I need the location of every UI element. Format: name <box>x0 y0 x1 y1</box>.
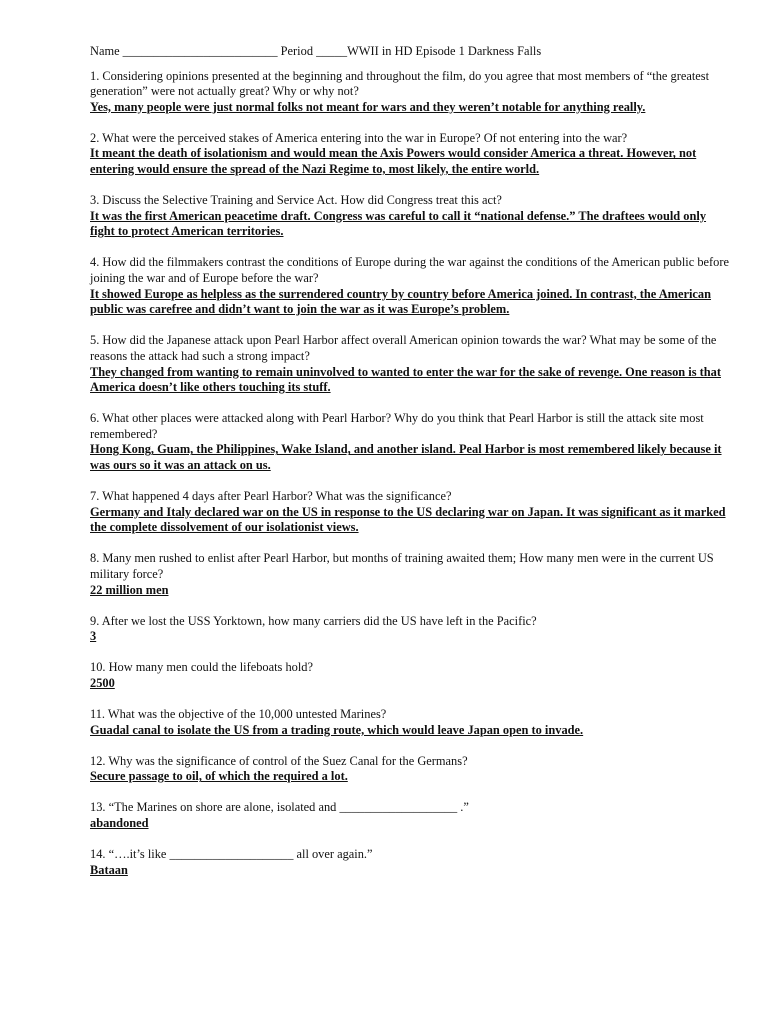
question-text: 6. What other places were attacked along with Pearl Harbor? Why do you think that Pearl Harbor is still the attack site most remembered? <box>90 411 704 441</box>
answer-text: It meant the death of isolationism and would mean the Axis Powers would consider America a threat. However, not entering would ensure the spread of the Nazi Regime to, most likely, the entire world. <box>90 146 697 177</box>
answer-text: Bataan <box>90 862 128 877</box>
question-block-11 <box>90 707 730 738</box>
worksheet-page <box>90 44 730 894</box>
question-text: 8. Many men rushed to enlist after Pearl Harbor, but months of training awaited them; How many men were in the current US military force? <box>90 551 714 581</box>
question-text: 5. How did the Japanese attack upon Pearl Harbor affect overall American opinion towards the war? What may be some of the reasons the attack had such a strong impact? <box>90 333 717 363</box>
answer-text: Guadal canal to isolate the US from a trading route, which would leave Japan open to invade. <box>90 722 584 737</box>
question-text: 2. What were the perceived stakes of America entering into the war in Europe? Of not entering into the war? <box>90 130 628 145</box>
question-text: 1. Considering opinions presented at the beginning and throughout the film, do you agree that most members of “the greatest generation” were not actually great? Why or why not? <box>90 68 710 99</box>
question-block-13 <box>90 800 730 831</box>
question-block-12 <box>90 754 730 785</box>
question-block-4 <box>90 255 730 317</box>
question-block-8 <box>90 551 730 598</box>
answer-text: 2500 <box>90 675 115 690</box>
question-text: 10. How many men could the lifeboats hold? <box>90 660 313 675</box>
answer-text: Yes, many people were just normal folks not meant for wars and they weren’t notable for anything really. <box>90 99 646 114</box>
answer-text: 22 million men <box>90 582 169 597</box>
answer-text: It showed Europe as helpless as the surrendered country by country before America joined. In contrast, the American public was carefree and didn’t want to join the war as it was Europe’s problem. <box>90 286 712 317</box>
question-block-7 <box>90 489 730 536</box>
question-text: 3. Discuss the Selective Training and Service Act. How did Congress treat this act? <box>90 193 502 208</box>
worksheet-header: Name _________________________ Period _____WWII in HD Episode 1 Darkness Falls <box>90 44 542 58</box>
question-text: 7. What happened 4 days after Pearl Harbor? What was the significance? <box>90 489 452 504</box>
question-text: 12. Why was the significance of control of the Suez Canal for the Germans? <box>90 753 468 768</box>
question-block-14 <box>90 847 730 878</box>
answer-text: Secure passage to oil, of which the required a lot. <box>90 769 348 784</box>
question-block-10 <box>90 660 730 691</box>
answer-text: It was the first American peacetime draft. Congress was careful to call it “national defense.” The draftees would only fight to protect American territories. <box>90 208 707 239</box>
question-block-5 <box>90 333 730 395</box>
question-block-2 <box>90 131 730 178</box>
answer-text: abandoned <box>90 815 149 830</box>
answer-text: 3 <box>90 629 97 644</box>
answer-text: Hong Kong, Guam, the Philippines, Wake Island, and another island. Peal Harbor is most remembered likely because it was ours so it was an attack on us. <box>90 442 722 472</box>
question-block-1 <box>90 69 730 116</box>
question-block-9 <box>90 614 730 645</box>
question-text: 13. “The Marines on shore are alone, isolated and ___________________ .” <box>90 800 469 815</box>
question-text: 4. How did the filmmakers contrast the conditions of Europe during the war against the conditions of the American public before joining the war and of Europe before the war? <box>90 255 729 286</box>
question-block-3 <box>90 193 730 240</box>
question-text: 11. What was the objective of the 10,000 untested Marines? <box>90 707 387 721</box>
answer-text: They changed from wanting to remain uninvolved to wanted to enter the war for the sake of revenge. One reason is that America doesn’t like others touching its stuff. <box>90 364 721 395</box>
answer-text: Germany and Italy declared war on the US in response to the US declaring war on Japan. It was significant as it marked the complete dissolvement of our isolationist views. <box>90 504 726 535</box>
question-block-6 <box>90 411 730 473</box>
question-text: 14. “….it’s like ____________________ all over again.” <box>90 847 373 862</box>
question-text: 9. After we lost the USS Yorktown, how many carriers did the US have left in the Pacific? <box>90 613 537 628</box>
